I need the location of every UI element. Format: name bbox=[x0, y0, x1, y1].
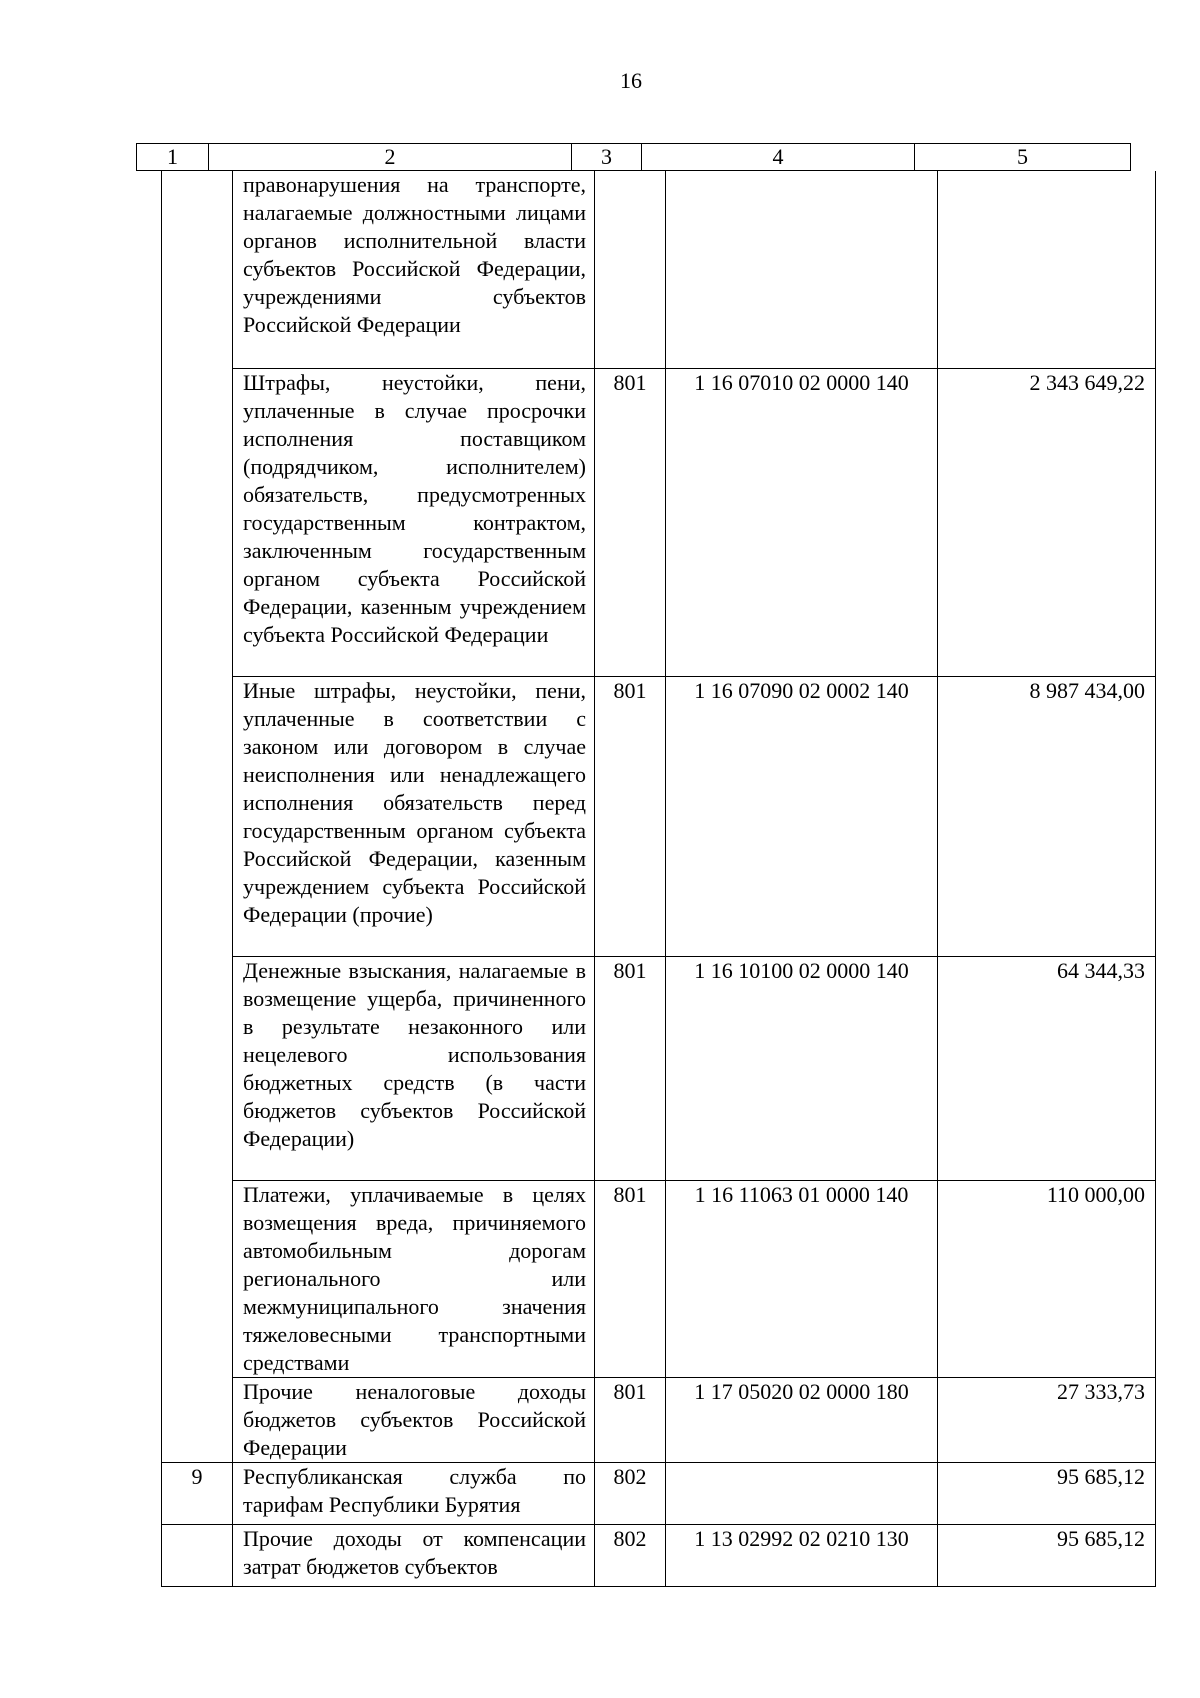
table-row bbox=[162, 1524, 1156, 1586]
table-row bbox=[162, 676, 1156, 956]
row-number bbox=[162, 368, 233, 676]
table-row bbox=[162, 368, 1156, 676]
row-number bbox=[162, 1377, 233, 1462]
table-row bbox=[162, 171, 1156, 368]
row-admin-code: 801 bbox=[595, 1377, 666, 1462]
row-amount bbox=[938, 171, 1156, 368]
row-name: Республиканская служба по тарифам Республики Бурятия bbox=[233, 1462, 595, 1524]
row-admin-code: 801 bbox=[595, 368, 666, 676]
row-kbk-code bbox=[666, 171, 938, 368]
row-amount: 95 685,12 bbox=[938, 1462, 1156, 1524]
row-kbk-code: 1 13 02992 02 0210 130 bbox=[666, 1524, 938, 1586]
row-name: Прочие неналоговые доходы бюджетов субъектов Российской Федерации bbox=[233, 1377, 595, 1462]
row-name: Прочие доходы от компенсации затрат бюджетов субъектов bbox=[233, 1524, 595, 1586]
row-kbk-code bbox=[666, 1462, 938, 1524]
revenue-table bbox=[161, 171, 1156, 1587]
row-kbk-code: 1 16 07010 02 0000 140 bbox=[666, 368, 938, 676]
table-row bbox=[162, 1462, 1156, 1524]
row-admin-code: 802 bbox=[595, 1524, 666, 1586]
row-name: правонарушения на транспорте, налагаемые должностными лицами органов исполнительной власти субъектов Российской Федерации, учреждениями субъектов Российской Федерации bbox=[233, 171, 595, 368]
row-amount: 64 344,33 bbox=[938, 956, 1156, 1180]
row-amount: 110 000,00 bbox=[938, 1180, 1156, 1377]
row-amount: 27 333,73 bbox=[938, 1377, 1156, 1462]
row-amount: 95 685,12 bbox=[938, 1524, 1156, 1586]
row-name: Платежи, уплачиваемые в целях возмещения вреда, причиняемого автомобильным дорогам регионального или межмуниципального значения тяжеловесными транспортными средствами bbox=[233, 1180, 595, 1377]
row-amount: 2 343 649,22 bbox=[938, 368, 1156, 676]
page-number: 16 bbox=[620, 68, 642, 93]
row-admin-code: 802 bbox=[595, 1462, 666, 1524]
column-header-2: 2 bbox=[209, 144, 572, 171]
row-number bbox=[162, 1180, 233, 1377]
row-name: Иные штрафы, неустойки, пени, уплаченные в соответствии с законом или договором в случае неисполнения или ненадлежащего исполнения обязательств перед государственным органом субъекта Российской Федерации, казенным учреждением субъекта Российской Федерации (прочие) bbox=[233, 676, 595, 956]
row-admin-code: 801 bbox=[595, 1180, 666, 1377]
row-number bbox=[162, 171, 233, 368]
row-admin-code: 801 bbox=[595, 676, 666, 956]
row-number: 9 bbox=[162, 1462, 233, 1524]
column-header-4: 4 bbox=[642, 144, 915, 171]
row-name: Штрафы, неустойки, пени, уплаченные в случае просрочки исполнения поставщиком (подрядчиком, исполнителем) обязательств, предусмотренных государственным контрактом, заключенным государственным органом субъекта Российской Федерации, казенным учреждением субъекта Российской Федерации bbox=[233, 368, 595, 676]
row-number bbox=[162, 1524, 233, 1586]
row-admin-code: 801 bbox=[595, 956, 666, 1180]
row-number bbox=[162, 956, 233, 1180]
column-header-3: 3 bbox=[572, 144, 642, 171]
table-row bbox=[162, 956, 1156, 1180]
row-number bbox=[162, 676, 233, 956]
column-header-1: 1 bbox=[137, 144, 209, 171]
table-row bbox=[162, 1180, 1156, 1377]
column-header-5: 5 bbox=[915, 144, 1131, 171]
table-row bbox=[162, 1377, 1156, 1462]
row-name: Денежные взыскания, налагаемые в возмещение ущерба, причиненного в результате незаконного или нецелевого использования бюджетных средств (в части бюджетов субъектов Российской Федерации) bbox=[233, 956, 595, 1180]
row-amount: 8 987 434,00 bbox=[938, 676, 1156, 956]
row-kbk-code: 1 16 11063 01 0000 140 bbox=[666, 1180, 938, 1377]
row-admin-code bbox=[595, 171, 666, 368]
row-kbk-code: 1 17 05020 02 0000 180 bbox=[666, 1377, 938, 1462]
row-kbk-code: 1 16 07090 02 0002 140 bbox=[666, 676, 938, 956]
column-header-row bbox=[136, 143, 1131, 171]
row-kbk-code: 1 16 10100 02 0000 140 bbox=[666, 956, 938, 1180]
